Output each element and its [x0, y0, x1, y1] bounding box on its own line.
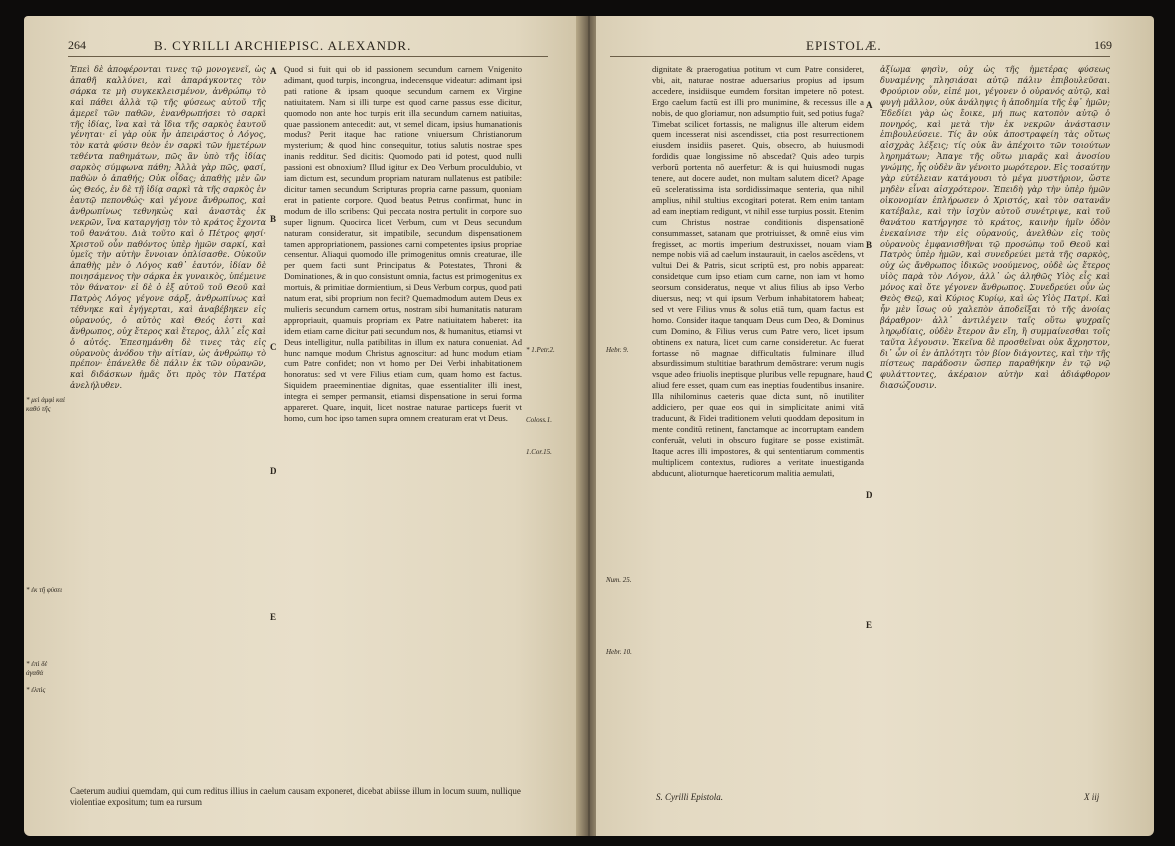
section-mark-a: A	[866, 100, 873, 110]
margin-note-greek: * ἐπὶ δὲ ἀγαθά	[26, 660, 48, 677]
greek-column	[70, 64, 266, 784]
section-mark-a: A	[270, 66, 277, 76]
section-mark-b: B	[866, 240, 873, 250]
margin-note-reference: 1.Cor.15.	[526, 448, 552, 456]
section-mark-d: D	[270, 466, 277, 476]
page-number: 169	[1094, 38, 1112, 52]
greek-text: Ἐπεὶ δὲ ἀποφέρονται τινες τῷ μονογενεῖ, ὡς ἀπαθῆ καλλύνει, καὶ ἀπαράγκοντες τὸν σάρκα τε μὴ συγκεκλεισμένον, ἀνθρώπῳ τὸ καὶ πάθει ἀλλὰ τῷ τῆς φύσεως αὐτοῦ τῆς ἀμερεῖ τῶν παθῶν, ἐνανθρωπήσει τὸ σαρκὶ τῆς ἰδίας, ἵνα καὶ τὰ ἴδια τῆς σαρκὸς ἑαυτοῦ γένηται· εἰ γὰρ οὐκ ἦν ἀπειράστος ὁ Λόγος, τὸν κατὰ φύσιν θεὸν ἐν σαρκὶ τῶν ἡμετέρων τεθέντα παθημάτων, πῶς ἂν ὑπὸ τῆς ἰδίας σαρκὸς σύμφωνα πάθη; Ἀλλὰ γὰρ πῶς, φασί, παθὼν ὁ ἀπαθής; Οὐκ οἶδας; ἀπαθὴς μὲν ὢν ὡς Θεός, ἐν δὲ τῇ ἰδίᾳ σαρκὶ τὰ τῆς σαρκὸς ἐν ἑαυτῷ πεπονθώς· καὶ γέγονε ἄνθρωπος, καὶ ἀνθρωπίνως τεθνηκὼς καὶ ἀναστὰς ἐκ νεκρῶν, ἵνα καταργήσῃ τὸν τὸ κράτος ἔχοντα τοῦ θανάτου. Διὰ τοῦτο καὶ ὁ Πέτρος φησί· Χριστοῦ οὖν παθόντος ὑπὲρ ἡμῶν σαρκί, καὶ ὑμεῖς τὴν αὐτὴν ἔννοιαν ὁπλίσασθε. Οὐκοῦν ἀπαθὴς μὲν ὁ Λόγος καθ᾿ ἑαυτόν, ἰδίαν δὲ ποιησάμενος τὴν σάρκα ἐκ γυναικὸς, ὑπέμεινε τὸν θάνατον· εἰ δὲ ὁ ἐξ αὐτοῦ τοῦ Θεοῦ καὶ Πατρὸς Λόγος γέγονε σάρξ, ἀνθρωπίνως καὶ τέθνηκε καὶ ἐγήγερται, καὶ ἀναβέβηκεν εἰς οὐρανούς, ὁ αὐτὸς καὶ Θεός ἐστι καὶ ἄνθρωπος, οὐχ ἕτερος καὶ ἕτερος, ἀλλ᾿ εἷς καὶ ὁ αὐτός. Ἐπεσημάνθη δὲ τινες τὰς εἰς οὐρανοὺς ἀνόδου τὴν αἰτίαν, ὡς ἀνθρώπῳ τὸ πρέπον· ἐπάνελθε δὲ πάλιν ἐκ τῶν οὐρανῶν, καὶ διδάσκων ἡμᾶς ὅτι πρὸς τὸν Πατέρα ἀνελήλυθεν.	[70, 64, 266, 391]
running-head: B. CYRILLI ARCHIEPISC. ALEXANDR.	[154, 38, 412, 53]
section-mark-b: B	[270, 214, 277, 224]
open-book	[24, 16, 1154, 840]
right-page	[596, 16, 1154, 836]
greek-column	[880, 64, 1110, 786]
latin-column	[652, 64, 864, 786]
section-mark-e: E	[270, 612, 277, 622]
margin-note-greek: * ἐκ τῆ φύσει	[26, 586, 63, 594]
section-mark-c: C	[866, 370, 873, 380]
margin-note-greek: * μεὶ ἀμφὶ καὶ καθό τῆς	[26, 396, 65, 413]
signature-mark: S. Cyrilli Epistola.	[656, 792, 724, 802]
margin-note-reference: Hebr. 9.	[606, 346, 629, 354]
header-rule	[68, 56, 548, 57]
margin-note-reference: * 1.Petr.2.	[526, 346, 555, 354]
margin-note-reference: Coloss.1.	[526, 416, 553, 424]
running-head: EPISTOLÆ.	[806, 38, 882, 53]
margin-note-reference: Hebr. 10.	[606, 648, 632, 656]
latin-text: dignitate & praerogatiua potitum vt cum Patre consideret, vbi, ait, naturae nostrae aduersarius propius ad ipsum accedere, insidiisque eumdem forsitan impetere nō potest. Ergo caelum factū est illi pro munimine, & recessus ille a nobis, de quo gloriamur, non adsumptio fuit, sed potius fuga? Timebat scilicet fortassis, ne malignus ille alterum eidem quem incesserat nisi ascendisset, ctia post resurrectionem eiusdem insidiis paseret. Quis, obsecro, ab huiusmodi fordidis quae longissime nō abscedat? Quis adeo turpis verborū portenta nō auerfetur: & is qui huiusmodi nugas tenere, aut docere audet, non multam salutem dicet? Apage eū sceleratissima ista sordidissimaque senteria, qua nihil amplius, nihil stultius excogitari poterat. Rem enim tantam ad eam ineptiam redigunt, vt nihil esse turpius possit. Etenim cum Christus nostrae conditionis dispensationē consummasset, satanam que protriuisset, & omnē eius vim fregisset, ac mortis imperium destruxisset, nouam viam nempe nobis viā ad caelum instaurauit, in caelos ascēdens, vt vultui Dei & Patris, sicut scriptū est, pro nobis appareat: considetque cum ipso etiam cum carne, non iam vt homo seorsum consideratus, neque vt alius filius ab ipso Verbo diuersus, neq; vt qui ipsum Verbum inhabitatorem habeat; sed vt vere Filius vnus & solus etiā tum, quam factus est homo. Consider itaque tanquam Deus cum Deo, & Dominus cum Domino, & Filius verus cum Patre vero, licet ipsum obtinens ex natura, licet cum carne consideretur. Ac fuerat fortasse nō magnae difficultatis fulminare illud absurdissimum stultitiae barathrum demōstrare: verum nugis vsque adeo friuolis ineptisque pluribus velle repugnare, haud aliud fere esset, quam cum eas ineptias foudentibus insanire. Illa nihilominus caeteris quae dicta sunt, nō inutiliter addiciero, per quae eos qui in simplicitate animi vitā traducunt, & Fidei traditionem veluti quoddam depositum in mente conditū retinent, fanctamque ac incorruptam eandem conferuāt, veluti in obscuro fugitare se posse existimāt. Itaque acres illi impostores, & qui sententiarum commentis multiplicem contextus, rudiores a veritate inuestiganda abducunt, alioturnque haereticorum malitia aemulati,	[652, 64, 864, 478]
section-mark-d: D	[866, 490, 873, 500]
greek-text: ἀξίωμα φησὶν, οὐχ ὡς τῆς ἡμετέρας φύσεως δυναμένης πλησιάσαι αὐτῷ πάλιν ἐπιβουλεῦσαι. Φρούριον οὖν, εἰπέ μοι, γέγονεν ὁ οὐρανός αὐτῷ, καὶ φυγὴ μᾶλλον, οὐκ ἀνάληψις ἡ ἀποδημία τῆς ἐφ᾿ ἡμῶν; Ἐδεδίει γὰρ ὡς ἔοικε, μή πως κατοπὸν αὐτῷ ὁ πονηρός, καὶ μετὰ τὴν ἐκ νεκρῶν ἀνάστασιν ἐπιβουλεύσειε. Τίς ἂν οὐκ ἀποστραφείη τὰς οὕτως αἰσχρὰς λέξεις; τίς οὐκ ἂν ἀπέχοιτο τῶν τοιούτων ληρημάτων; Ἀπαγε τῆς οὕτω μιαρᾶς καὶ ἀνοσίου γνώμης, ἧς οὐδὲν ἂν γένοιτο μωρότερον. Εἰς τοσαύτην γὰρ εὐτέλειαν κατάγουσι τὸ μέγα μυστήριον, ὥστε μηδὲν εἶναι αἰσχρότερον. Ἐπειδὴ γὰρ τὴν ὑπὲρ ἡμῶν οἰκονομίαν ἐπλήρωσεν ὁ Χριστός, καὶ τὸν σατανᾶν κατέβαλε, καὶ τὴν ἰσχὺν αὐτοῦ συνέτριψε, καὶ τοῦ θανάτου κατήργησε τὸ κράτος, καινὴν ἡμῖν ὁδὸν ἐνεκαίνισε τὴν εἰς οὐρανούς, ἀνελθὼν εἰς τοὺς οὐρανοὺς ἐμφανισθῆναι τῷ προσώπῳ τοῦ Θεοῦ καὶ Πατρὸς ὑπὲρ ἡμῶν, καὶ συνεδρεύει μετὰ τῆς σαρκὸς, οὐχ ὡς ἄνθρωπος ἰδικῶς νοούμενος, οὐδὲ ὡς ἕτερος υἱὸς παρὰ τὸν Λόγον, ἀλλ᾿ ὡς ἀληθῶς Υἱὸς εἷς καὶ μόνος καὶ ὅτε γέγονεν ἄνθρωπος. Συνεδρεύει οὖν ὡς Θεὸς Θεῷ, καὶ Κύριος Κυρίῳ, καὶ ὡς Υἱὸς Πατρί. Καὶ ἦν μὲν ἴσως οὐ χαλεπὸν ἀποδεῖξαι τὸ τῆς ἀνοίας βάραθρον· ἀλλ᾿ ἀντιλέγειν ταῖς οὕτω ψυχραῖς ληρῳδίαις, οὐδὲν ἕτερον ἂν εἴη, ἢ συμμαίνεσθαι τοῖς ταῦτα λέγουσιν. Ἐκεῖνα δὲ προσθεῖναι οὐκ ἄχρηστον, δι᾿ ὧν οἱ ἐν ἁπλότητι τὸν βίον διάγοντες, καὶ τὴν τῆς πίστεως παράδοσιν ὥσπερ παραθήκην ἐν τῷ νῷ φυλάττοντες, ἀκέραιον αὐτὴν καὶ ἀδιάφθορον διασώζουσιν.	[880, 64, 1110, 391]
latin-text: Quod si fuit qui ob id passionem secundum carnem Vnigenito adimant, quod turpis, incongrua, indecensque videatur: adimant ipsi pati ratione & ipsam quoque secundum carnem ex Virgine natiuitatem. Nam si illi turpe est quod carne passus esse dicitur, quomodo non ante hoc turpis erit illa secundum carnem natiuitas, quae passionem antecedit: aut, vt semel dicam, ipsius humanationis modus? Perit itaque hac ratione vniuersum Christianorum mysterium; & quod hinc consequitur, totius salutis nostrae spes inanis redditur. Sed dicitis: Quomodo pati id potest, quod nulli passioni est obnoxium? Illud igitur ex Deo Verbum proculdubio, vt iam dictum est, secundum propriam naturam nullatenus est patibile: dicitur tamen secundum Scripturas propria carne passum, quoniam erat in patiente corpore. Quod beatus Petrus confirmat, hunc in modum de illo scribens: Qui peccata nostra pertulit in corpore suo super lignum. Quocirca licet Verbum, cum vt Deus secundum naturam consideratur, sit impatibile, secundum dispensationem tamen appropriationem, passiones carni competentes ipsius propriae censentur. Aliaqui quomodo ille primogenitus omnis creaturae, ille per quem facti sunt Principatus & Potestates, Throni & Dominationes, & in quo consistunt omnia, factus est primogenitus ex mortuis, & primitiae dormientium, si Deus Verbum corpus, quod pati natum erat, sibi proprium non fecit? Quemadmodum autem Deus ex mulieris secundum carnem ortus, nostram sibi humanitatis naturam appropriauit, quamuis propriam ex Patre natiuitatem haberet: ita idem etiam carne dicitur pati secundum nos, & humanitus, etiamsi vt Deus intelligitur, nulla patibilitas in illum ex natura conueniat. Ad hunc namque modum Christus agnoscitur: ad hunc modum etiam cum Patre confidet; non vt homo per Dei Verbi inhabitationem honoratus: sed vt vere Filius etiam cum, quam homo est factus. Siquidem praeeminentiae dignitas, quae essentialiter illi inest, integra ei semper permansit, etiamsi dispensatione in serui forma appareret. Quare, inquit, licet nostrae naturae particeps fuerit vt homo, cum hoc ipso tamen supra omnem creaturam erat vt Deus.	[284, 64, 522, 423]
catchword: X iij	[1084, 792, 1100, 802]
margin-note-reference: Num. 25.	[606, 576, 632, 584]
section-mark-c: C	[270, 342, 277, 352]
margin-note-greek: * ἐλπὶς	[26, 686, 46, 694]
bottom-line: Caeterum audiui quemdam, qui cum reditus illius in caelum causam exponeret, dicebat abiisse illum in locum suum, nullique violentiae expositum; tum ea rursum	[70, 786, 521, 807]
latin-column	[284, 64, 522, 784]
header-rule	[610, 56, 1110, 57]
left-page	[24, 16, 582, 836]
page-number: 264	[68, 38, 86, 52]
section-mark-e: E	[866, 620, 873, 630]
